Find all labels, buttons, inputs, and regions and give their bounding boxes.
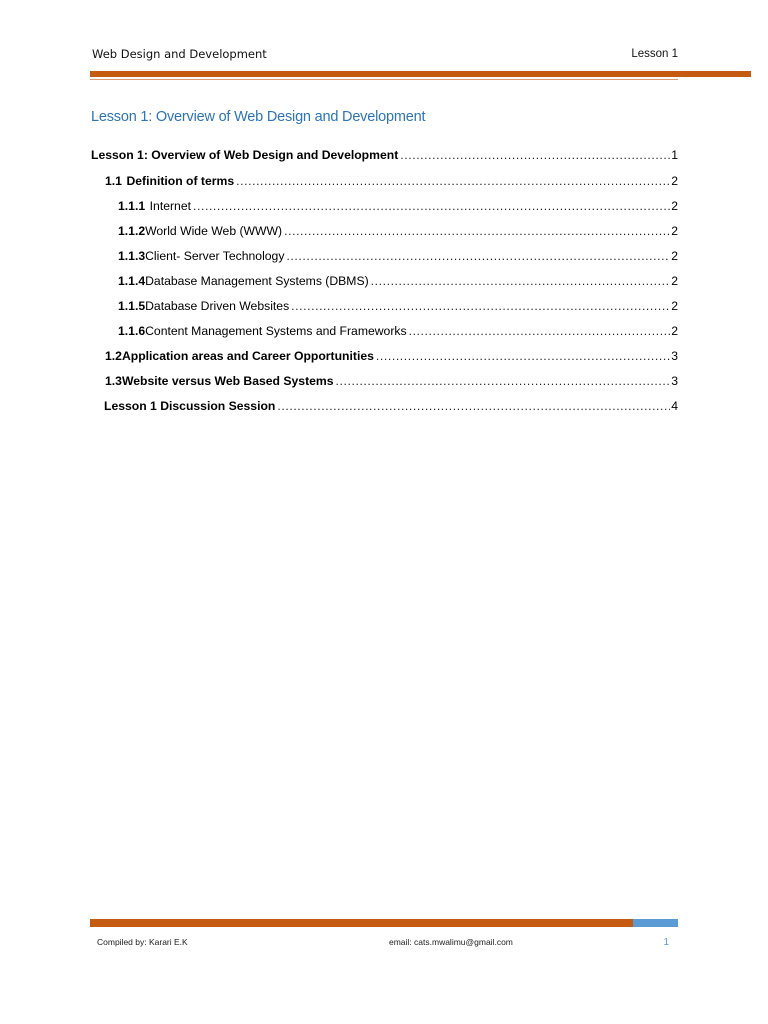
toc-entry-number: 1.1.1 [118, 199, 146, 213]
toc-entry-1-2[interactable] [91, 347, 678, 365]
toc-entry-page: 4 [671, 399, 678, 413]
toc-entry-page: 2 [671, 274, 678, 288]
toc-leader-dots [291, 297, 670, 315]
toc-entry-page: 2 [671, 249, 678, 263]
toc-leader-dots [336, 372, 671, 390]
toc-leader-dots [286, 247, 670, 265]
toc-entry-page: 2 [671, 224, 678, 238]
toc-entry-page: 2 [671, 174, 678, 188]
toc-entry-1-1-3[interactable] [91, 247, 678, 265]
toc-entry-title: Definition of terms [126, 174, 235, 188]
header-rule-thin [90, 79, 678, 80]
toc-entry-title: World Wide Web (WWW) [145, 224, 283, 238]
toc-entry-page: 2 [671, 324, 678, 338]
toc-entry-number: 1.1.2 [118, 224, 146, 238]
toc-entry-title: Lesson 1: Overview of Web Design and Development [91, 148, 399, 162]
toc-entry-title: Client- Server Technology [145, 249, 285, 263]
toc-entry-title: Internet [149, 199, 191, 213]
footer-rule-blue [633, 919, 678, 927]
toc-entry-title: Content Management Systems and Frameworks [145, 324, 407, 338]
toc-entry-1-1[interactable] [91, 172, 678, 190]
toc-leader-dots [193, 197, 670, 215]
footer-page-number: 1 [663, 937, 669, 948]
toc-entry-number: 1.1 [105, 174, 122, 188]
toc-entry-page: 1 [671, 148, 678, 162]
toc-entry-1-1-6[interactable] [91, 322, 678, 340]
toc-entry-title: Lesson 1 Discussion Session [104, 399, 276, 413]
toc-entry-1-3[interactable] [91, 372, 678, 390]
header-lesson: Lesson 1 [631, 48, 678, 60]
toc-leader-dots [409, 322, 671, 340]
toc-entry-1-1-2[interactable] [91, 222, 678, 240]
toc-leader-dots [277, 397, 670, 415]
toc-entry-discussion-session[interactable] [91, 397, 678, 415]
footer-compiled-by: Compiled by: Karari E.K [97, 937, 188, 947]
toc-entry-title: Application areas and Career Opportunities [121, 349, 374, 363]
toc-entry-page: 3 [671, 349, 678, 363]
toc-entry-number: 1.3 [105, 374, 122, 388]
toc-entry-number: 1.1.3 [118, 249, 146, 263]
toc-entry-1-1-4[interactable] [91, 272, 678, 290]
header-rule [90, 71, 751, 77]
toc-entry-number: 1.1.6 [118, 324, 146, 338]
toc-leader-dots [376, 347, 670, 365]
toc-entry-title: Database Driven Websites [145, 299, 290, 313]
toc-leader-dots [400, 146, 670, 164]
footer-rule-orange [90, 919, 633, 927]
header-title: Web Design and Development [92, 47, 267, 61]
toc-entry-1-1-1[interactable] [91, 197, 678, 215]
toc-leader-dots [284, 222, 670, 240]
toc-entry-page: 2 [671, 199, 678, 213]
toc-entry-title: Database Management Systems (DBMS) [145, 274, 369, 288]
toc-entry-number: 1.2 [105, 349, 122, 363]
toc-entry-number: 1.1.5 [118, 299, 146, 313]
toc-entry-page: 3 [671, 374, 678, 388]
toc-leader-dots [236, 172, 670, 190]
toc-entry-number: 1.1.4 [118, 274, 146, 288]
toc-entry-page: 2 [671, 299, 678, 313]
toc-entry-1-1-5[interactable] [91, 297, 678, 315]
footer-email: email: cats.mwalimu@gmail.com [389, 937, 513, 947]
toc-leader-dots [371, 272, 671, 290]
toc-entry-lesson-1[interactable] [91, 146, 678, 164]
lesson-heading: Lesson 1: Overview of Web Design and Development [91, 109, 426, 125]
toc-entry-title: Website versus Web Based Systems [121, 374, 334, 388]
